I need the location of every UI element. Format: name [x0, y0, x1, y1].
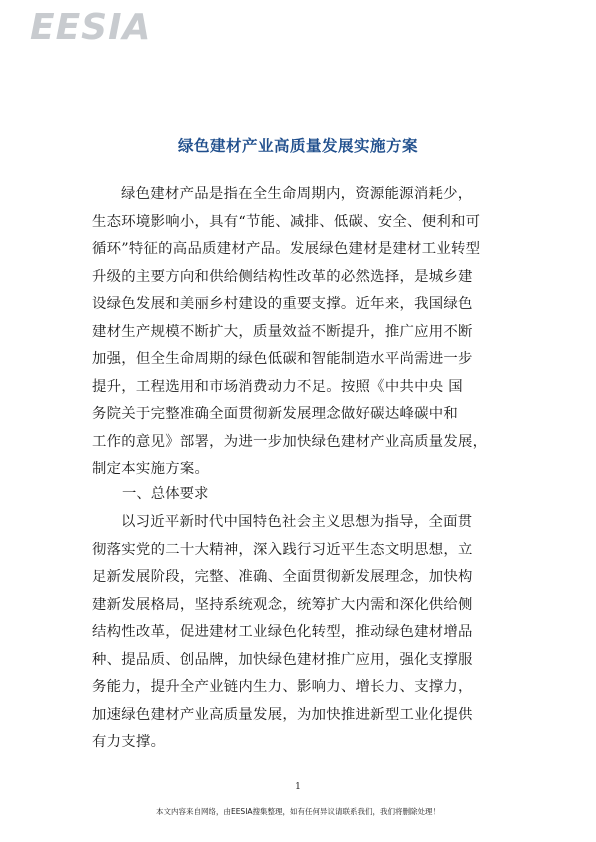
paragraph-line: 提升，工程选用和市场消费动力不足。按照《中共中央 国	[92, 378, 463, 395]
paragraph-line: 建新发展格局，坚持系统观念，统筹扩大内需和深化供给侧	[92, 596, 473, 613]
page-number: 1	[295, 782, 301, 792]
section-heading: 一、总体要求	[122, 486, 209, 502]
paragraph-line: 彻落实党的二十大精神，深入践行习近平生态文明思想，立	[92, 541, 473, 558]
paragraph-line: 制定本实施方案。	[92, 461, 210, 477]
paragraph-line: 循环”特征的高品质建材产品。发展绿色建材是建材工业转型	[92, 241, 481, 257]
paragraph-line: 务能力，提升全产业链内生力、影响力、增长力、支撑力，	[92, 679, 473, 695]
eesia-logo: EESIA	[30, 7, 152, 48]
paragraph-general-requirements	[92, 509, 504, 757]
paragraph-line: 工作的意见》部署，为进一步加快绿色建材产业高质量发展，	[92, 433, 488, 450]
paragraph-line: 生态环境影响小，具有“节能、减排、低碳、安全、便利和可	[92, 213, 481, 230]
footer-disclaimer: 本文内容来自网络，由EESIA搜集整理，如有任何异议请联系我们，我们将删除处理！	[155, 807, 441, 816]
paragraph-line: 务院关于完整准确全面贯彻新发展理念做好碳达峰碳中和	[92, 406, 459, 422]
paragraph-line: 建材生产规模不断扩大，质量效益不断提升，推广应用不断	[92, 323, 473, 340]
paragraph-line: 以习近平新时代中国特色社会主义思想为指导，全面贯	[121, 514, 473, 530]
document-title: 绿色建材产业高质量发展实施方案	[177, 136, 418, 155]
paragraph-line: 结构性改革，促进建材工业绿色化转型，推动绿色建材增品	[92, 624, 473, 640]
paragraph-line: 足新发展阶段，完整、准确、全面贯彻新发展理念，加快构	[92, 569, 473, 585]
paragraph-line: 设绿色发展和美丽乡村建设的重要支撑。近年来，我国绿色	[92, 296, 473, 312]
paragraph-line: 绿色建材产品是指在全生命周期内，资源能源消耗少，	[121, 186, 473, 202]
paragraph-line: 种、提品质、创品牌，加快绿色建材推广应用，强化支撑服	[92, 651, 473, 668]
paragraph-line: 升级的主要方向和供给侧结构性改革的必然选择，是城乡建	[92, 268, 473, 285]
paragraph-line: 有力支撑。	[92, 734, 166, 750]
paragraph-line: 加强，但全生命周期的绿色低碳和智能制造水平尚需进一步	[92, 351, 473, 367]
paragraph-line: 加速绿色建材产业高质量发展，为加快推进新型工业化提供	[92, 706, 473, 723]
paragraph-intro	[92, 181, 504, 484]
